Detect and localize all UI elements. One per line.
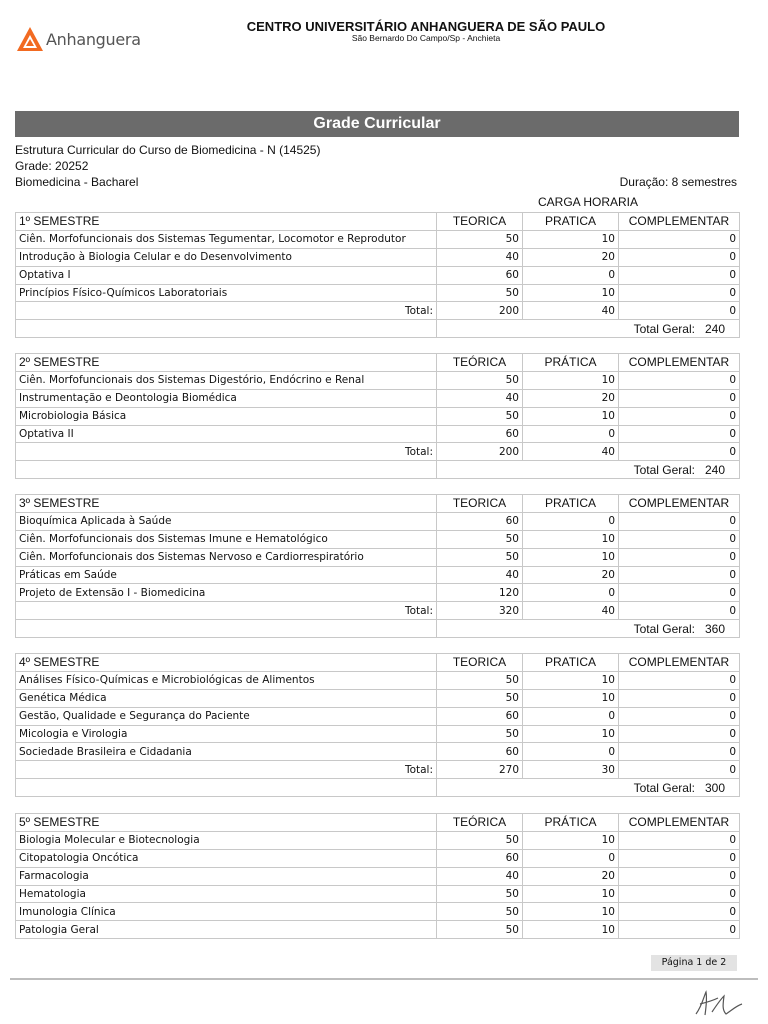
total-label: Total: [16, 602, 437, 620]
semester-title: 5º SEMESTRE [16, 814, 437, 832]
total-geral-row [16, 320, 740, 338]
pratica-hours: 0 [523, 584, 619, 602]
complementar-hours: 0 [619, 921, 740, 939]
teorica-hours: 50 [437, 371, 523, 389]
column-header: TEORICA [437, 495, 523, 513]
grade-curricular-banner: Grade Curricular [15, 111, 739, 137]
semester-title: 4º SEMESTRE [16, 654, 437, 672]
semester-title: 1º SEMESTRE [16, 213, 437, 231]
total-pratica: 40 [523, 443, 619, 461]
pratica-hours: 0 [523, 266, 619, 284]
semester-header-row [16, 354, 740, 372]
discipline-name: Farmacologia [16, 867, 437, 885]
discipline-row [16, 230, 740, 248]
column-header: COMPLEMENTAR [619, 213, 740, 231]
discipline-name: Genética Médica [16, 689, 437, 707]
complementar-hours: 0 [619, 903, 740, 921]
pratica-hours: 10 [523, 371, 619, 389]
complementar-hours: 0 [619, 566, 740, 584]
discipline-name: Citopatologia Oncótica [16, 849, 437, 867]
total-teorica: 200 [437, 443, 523, 461]
complementar-hours: 0 [619, 831, 740, 849]
total-pratica: 40 [523, 302, 619, 320]
complementar-hours: 0 [619, 248, 740, 266]
teorica-hours: 50 [437, 689, 523, 707]
total-geral-value: 300 [704, 780, 725, 795]
footer-divider [10, 978, 758, 980]
pratica-hours: 10 [523, 903, 619, 921]
teorica-hours: 40 [437, 248, 523, 266]
discipline-row [16, 266, 740, 284]
column-header: PRÁTICA [523, 354, 619, 372]
total-geral-row [16, 620, 740, 638]
total-geral-row [16, 461, 740, 479]
discipline-name: Optativa II [16, 425, 437, 443]
discipline-name: Biologia Molecular e Biotecnologia [16, 831, 437, 849]
teorica-hours: 60 [437, 743, 523, 761]
empty-cell [16, 779, 437, 797]
semester-title: 3º SEMESTRE [16, 495, 437, 513]
discipline-name: Hematologia [16, 885, 437, 903]
total-geral-label: Total Geral: [633, 321, 695, 336]
discipline-name: Microbiologia Básica [16, 407, 437, 425]
discipline-row [16, 831, 740, 849]
handwritten-signature [690, 984, 750, 1020]
teorica-hours: 50 [437, 921, 523, 939]
semester-header-row [16, 213, 740, 231]
complementar-hours: 0 [619, 743, 740, 761]
discipline-row [16, 548, 740, 566]
discipline-row [16, 512, 740, 530]
complementar-hours: 0 [619, 725, 740, 743]
total-geral-value: 240 [704, 321, 725, 336]
discipline-name: Bioquímica Aplicada à Saúde [16, 512, 437, 530]
complementar-hours: 0 [619, 849, 740, 867]
discipline-row [16, 671, 740, 689]
pratica-hours: 10 [523, 921, 619, 939]
discipline-row [16, 921, 740, 939]
pratica-hours: 10 [523, 831, 619, 849]
total-row [16, 602, 740, 620]
semester-table [15, 353, 740, 479]
discipline-name: Instrumentação e Deontologia Biomédica [16, 389, 437, 407]
discipline-row [16, 389, 740, 407]
pratica-hours: 10 [523, 407, 619, 425]
total-row [16, 302, 740, 320]
teorica-hours: 40 [437, 389, 523, 407]
total-geral-label: Total Geral: [633, 780, 695, 795]
discipline-row [16, 425, 740, 443]
complementar-hours: 0 [619, 389, 740, 407]
teorica-hours: 50 [437, 885, 523, 903]
course-duration: Duração: 8 semestres [619, 175, 737, 189]
discipline-name: Imunologia Clínica [16, 903, 437, 921]
total-geral-value: 360 [704, 621, 725, 636]
teorica-hours: 60 [437, 425, 523, 443]
column-header: TEÓRICA [437, 814, 523, 832]
page-indicator: Página 1 de 2 [651, 955, 737, 971]
teorica-hours: 40 [437, 867, 523, 885]
discipline-name: Princípios Físico-Químicos Laboratoriais [16, 284, 437, 302]
pratica-hours: 10 [523, 284, 619, 302]
carga-horaria-heading: CARGA HORARIA [537, 195, 639, 209]
discipline-row [16, 725, 740, 743]
complementar-hours: 0 [619, 425, 740, 443]
semester-table [15, 653, 740, 797]
empty-cell [16, 620, 437, 638]
discipline-name: Gestão, Qualidade e Segurança do Paciente [16, 707, 437, 725]
discipline-row [16, 248, 740, 266]
teorica-hours: 40 [437, 566, 523, 584]
teorica-hours: 60 [437, 266, 523, 284]
complementar-hours: 0 [619, 885, 740, 903]
grade-code: Grade: 20252 [15, 159, 89, 173]
pratica-hours: 10 [523, 230, 619, 248]
discipline-row [16, 284, 740, 302]
column-header: PRATICA [523, 213, 619, 231]
total-pratica: 40 [523, 602, 619, 620]
pratica-hours: 10 [523, 885, 619, 903]
discipline-row [16, 849, 740, 867]
complementar-hours: 0 [619, 266, 740, 284]
empty-cell [16, 461, 437, 479]
column-header: TEORICA [437, 654, 523, 672]
total-complementar: 0 [619, 443, 740, 461]
curriculum-structure: Estrutura Curricular do Curso de Biomedicina - N (14525) [15, 143, 321, 157]
discipline-row [16, 407, 740, 425]
teorica-hours: 50 [437, 831, 523, 849]
campus-subtitle: São Bernardo Do Campo/Sp - Anchieta [351, 33, 501, 43]
discipline-row [16, 371, 740, 389]
semester-header-row [16, 495, 740, 513]
teorica-hours: 60 [437, 512, 523, 530]
semester-title: 2º SEMESTRE [16, 354, 437, 372]
complementar-hours: 0 [619, 867, 740, 885]
institution-title: CENTRO UNIVERSITÁRIO ANHANGUERA DE SÃO PAULO [246, 19, 606, 34]
pratica-hours: 20 [523, 248, 619, 266]
total-label: Total: [16, 761, 437, 779]
total-geral [437, 461, 740, 479]
complementar-hours: 0 [619, 671, 740, 689]
course-name: Biomedicina - Bacharel [15, 175, 139, 189]
total-complementar: 0 [619, 602, 740, 620]
discipline-name: Optativa I [16, 266, 437, 284]
discipline-name: Ciên. Morfofuncionais dos Sistemas Nervoso e Cardiorrespiratório [16, 548, 437, 566]
complementar-hours: 0 [619, 689, 740, 707]
pratica-hours: 10 [523, 548, 619, 566]
pratica-hours: 10 [523, 671, 619, 689]
column-header: PRATICA [523, 495, 619, 513]
total-geral-row [16, 779, 740, 797]
complementar-hours: 0 [619, 371, 740, 389]
complementar-hours: 0 [619, 230, 740, 248]
column-header: PRATICA [523, 654, 619, 672]
discipline-name: Práticas em Saúde [16, 566, 437, 584]
teorica-hours: 60 [437, 707, 523, 725]
complementar-hours: 0 [619, 407, 740, 425]
teorica-hours: 50 [437, 548, 523, 566]
semester-header-row [16, 814, 740, 832]
discipline-name: Análises Físico-Químicas e Microbiológicas de Alimentos [16, 671, 437, 689]
semester-table [15, 212, 740, 338]
discipline-name: Projeto de Extensão I - Biomedicina [16, 584, 437, 602]
pratica-hours: 10 [523, 689, 619, 707]
teorica-hours: 50 [437, 530, 523, 548]
total-geral-value: 240 [704, 462, 725, 477]
discipline-name: Ciên. Morfofuncionais dos Sistemas Digestório, Endócrino e Renal [16, 371, 437, 389]
pratica-hours: 0 [523, 425, 619, 443]
column-header: TEÓRICA [437, 354, 523, 372]
total-row [16, 761, 740, 779]
discipline-name: Introdução à Biologia Celular e do Desenvolvimento [16, 248, 437, 266]
discipline-name: Sociedade Brasileira e Cidadania [16, 743, 437, 761]
teorica-hours: 60 [437, 849, 523, 867]
discipline-row [16, 903, 740, 921]
total-geral [437, 320, 740, 338]
teorica-hours: 50 [437, 903, 523, 921]
total-row [16, 443, 740, 461]
teorica-hours: 50 [437, 725, 523, 743]
column-header: COMPLEMENTAR [619, 654, 740, 672]
semester-table [15, 813, 740, 939]
teorica-hours: 50 [437, 407, 523, 425]
total-geral [437, 779, 740, 797]
column-header: COMPLEMENTAR [619, 814, 740, 832]
total-teorica: 320 [437, 602, 523, 620]
complementar-hours: 0 [619, 584, 740, 602]
discipline-row [16, 530, 740, 548]
teorica-hours: 50 [437, 671, 523, 689]
discipline-row [16, 885, 740, 903]
discipline-row [16, 689, 740, 707]
total-teorica: 200 [437, 302, 523, 320]
semester-table [15, 494, 740, 638]
complementar-hours: 0 [619, 530, 740, 548]
pratica-hours: 0 [523, 743, 619, 761]
total-geral [437, 620, 740, 638]
total-complementar: 0 [619, 302, 740, 320]
total-pratica: 30 [523, 761, 619, 779]
pratica-hours: 10 [523, 530, 619, 548]
discipline-name: Patologia Geral [16, 921, 437, 939]
complementar-hours: 0 [619, 707, 740, 725]
empty-cell [16, 320, 437, 338]
column-header: COMPLEMENTAR [619, 495, 740, 513]
column-header: TEORICA [437, 213, 523, 231]
logo-triangle-icon [16, 26, 44, 52]
column-header: COMPLEMENTAR [619, 354, 740, 372]
logo-text: Anhanguera [46, 30, 141, 49]
complementar-hours: 0 [619, 512, 740, 530]
teorica-hours: 50 [437, 284, 523, 302]
complementar-hours: 0 [619, 284, 740, 302]
discipline-row [16, 584, 740, 602]
pratica-hours: 0 [523, 849, 619, 867]
pratica-hours: 20 [523, 389, 619, 407]
pratica-hours: 0 [523, 707, 619, 725]
discipline-row [16, 707, 740, 725]
total-label: Total: [16, 443, 437, 461]
pratica-hours: 20 [523, 566, 619, 584]
total-label: Total: [16, 302, 437, 320]
pratica-hours: 20 [523, 867, 619, 885]
pratica-hours: 0 [523, 512, 619, 530]
complementar-hours: 0 [619, 548, 740, 566]
teorica-hours: 50 [437, 230, 523, 248]
teorica-hours: 120 [437, 584, 523, 602]
discipline-name: Micologia e Virologia [16, 725, 437, 743]
total-geral-label: Total Geral: [633, 462, 695, 477]
pratica-hours: 10 [523, 725, 619, 743]
discipline-name: Ciên. Morfofuncionais dos Sistemas Tegumentar, Locomotor e Reprodutor [16, 230, 437, 248]
total-complementar: 0 [619, 761, 740, 779]
discipline-row [16, 566, 740, 584]
anhanguera-logo [16, 26, 156, 56]
column-header: PRÁTICA [523, 814, 619, 832]
semester-header-row [16, 654, 740, 672]
discipline-row [16, 867, 740, 885]
total-geral-label: Total Geral: [633, 621, 695, 636]
discipline-row [16, 743, 740, 761]
discipline-name: Ciên. Morfofuncionais dos Sistemas Imune e Hematológico [16, 530, 437, 548]
total-teorica: 270 [437, 761, 523, 779]
